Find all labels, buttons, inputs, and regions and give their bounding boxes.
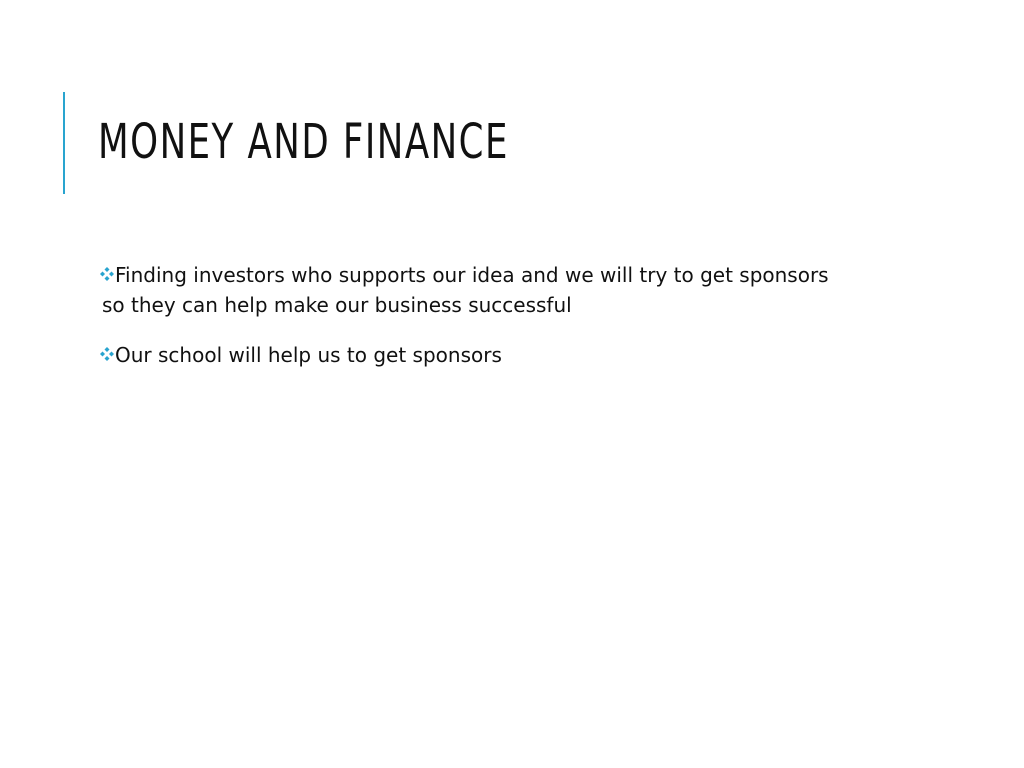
four-diamond-bullet-icon xyxy=(100,267,114,281)
title-accent-bar xyxy=(63,92,65,194)
slide-title: MONEY AND FINANCE xyxy=(98,114,509,170)
bullet-text: Finding investors who supports our idea and we will try to get sponsors so they can help make our business successful xyxy=(102,263,829,317)
bullet-list xyxy=(92,260,832,390)
bullet-text: Our school will help us to get sponsors xyxy=(115,343,502,367)
list-item xyxy=(92,260,832,320)
four-diamond-bullet-icon xyxy=(100,347,114,361)
list-item xyxy=(92,340,832,370)
